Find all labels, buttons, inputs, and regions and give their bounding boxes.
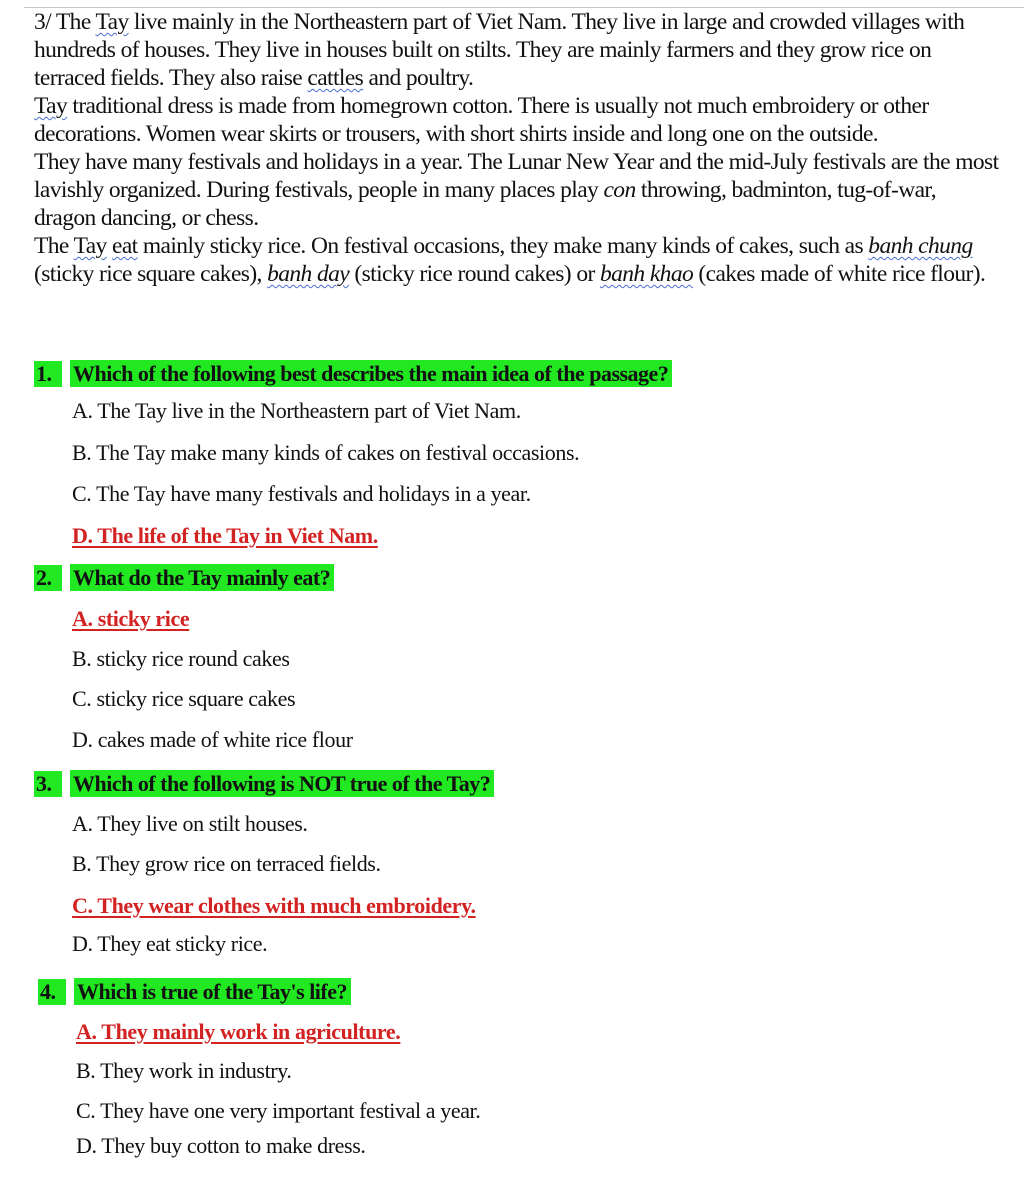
question-number: 1.	[34, 361, 62, 387]
question-text: Which of the following is NOT true of the Tay?	[70, 770, 494, 797]
con-word: con	[603, 177, 636, 203]
q4-option-b: B. They work in industry.	[76, 1058, 292, 1083]
tay-word: Tay	[73, 233, 107, 259]
question-text: What do the Tay mainly eat?	[70, 564, 334, 591]
passage-text: throwing, badminton, tug-of-war, dragon dancing, or chess.	[34, 177, 936, 231]
passage-paragraph-4	[34, 232, 999, 288]
passage-text: live mainly in the Northeastern part of Viet Nam. They live in large and crowded villages with hundreds of houses. They live in houses built on stilts. They are mainly farmers and they grow rice on terraced fields. They also raise	[34, 9, 965, 91]
q4-option-d: D. They buy cotton to make dress.	[76, 1133, 366, 1158]
q2-option-d: D. cakes made of white rice flour	[72, 727, 353, 752]
question-1	[34, 361, 672, 387]
q1-option-a: A. The Tay live in the Northeastern part of Viet Nam.	[72, 398, 521, 423]
q1-option-c: C. The Tay have many festivals and holidays in a year.	[72, 481, 531, 506]
q3-option-b: B. They grow rice on terraced fields.	[72, 851, 381, 876]
passage-paragraph-3	[34, 148, 999, 232]
passage-text: They have many festivals and holidays in a year. The Lunar New Year and the mid-July festivals are the most lavishly organized. During festivals, people in many places play	[34, 149, 999, 203]
tay-word: Tay	[34, 93, 68, 119]
eat-word: eat	[111, 233, 138, 259]
q4-option-a-correct: A. They mainly work in agriculture.	[76, 1019, 401, 1044]
q2-option-b: B. sticky rice round cakes	[72, 646, 290, 671]
passage-paragraph-1	[34, 8, 999, 92]
q1-option-b: B. The Tay make many kinds of cakes on festival occasions.	[72, 440, 580, 465]
cattles-word: cattles	[307, 65, 364, 91]
passage-text: (cakes made of white rice flour).	[693, 261, 986, 287]
question-3	[34, 771, 494, 797]
q3-option-c-correct: C. They wear clothes with much embroidery.	[72, 893, 476, 918]
question-4	[38, 979, 351, 1005]
passage-text: and poultry.	[363, 65, 474, 91]
passage-text: (sticky rice square cakes),	[34, 261, 268, 287]
q2-option-a-correct: A. sticky rice	[72, 606, 190, 631]
question-2	[34, 565, 334, 591]
question-text: Which is true of the Tay's life?	[74, 978, 351, 1005]
passage-intro: 3/ The	[34, 9, 96, 35]
question-number: 2.	[34, 565, 62, 591]
passage-text: traditional dress is made from homegrown cotton. There is usually not much embroidery or other decorations. Women wear skirts or trousers, with short shirts inside and long one on the outside.	[34, 93, 929, 147]
reading-passage	[34, 8, 999, 288]
passage-text: mainly sticky rice. On festival occasions, they make many kinds of cakes, such as	[137, 233, 869, 259]
passage-text: The	[34, 233, 74, 259]
banh-chung-word: banh chung	[868, 233, 973, 259]
question-number: 3.	[34, 771, 62, 797]
banh-day-word: banh day	[267, 261, 350, 287]
passage-paragraph-2	[34, 92, 999, 148]
question-number: 4.	[38, 979, 66, 1005]
q3-option-d: D. They eat sticky rice.	[72, 931, 268, 956]
tay-word: Tay	[95, 9, 129, 35]
q1-option-d-correct: D. The life of the Tay in Viet Nam.	[72, 523, 378, 548]
q4-option-c: C. They have one very important festival a year.	[76, 1098, 481, 1123]
q3-option-a: A. They live on stilt houses.	[72, 811, 308, 836]
banh-khao-word: banh khao	[599, 261, 694, 287]
passage-text: (sticky rice round cakes) or	[349, 261, 600, 287]
question-text: Which of the following best describes the main idea of the passage?	[70, 360, 672, 387]
q2-option-c: C. sticky rice square cakes	[72, 686, 296, 711]
